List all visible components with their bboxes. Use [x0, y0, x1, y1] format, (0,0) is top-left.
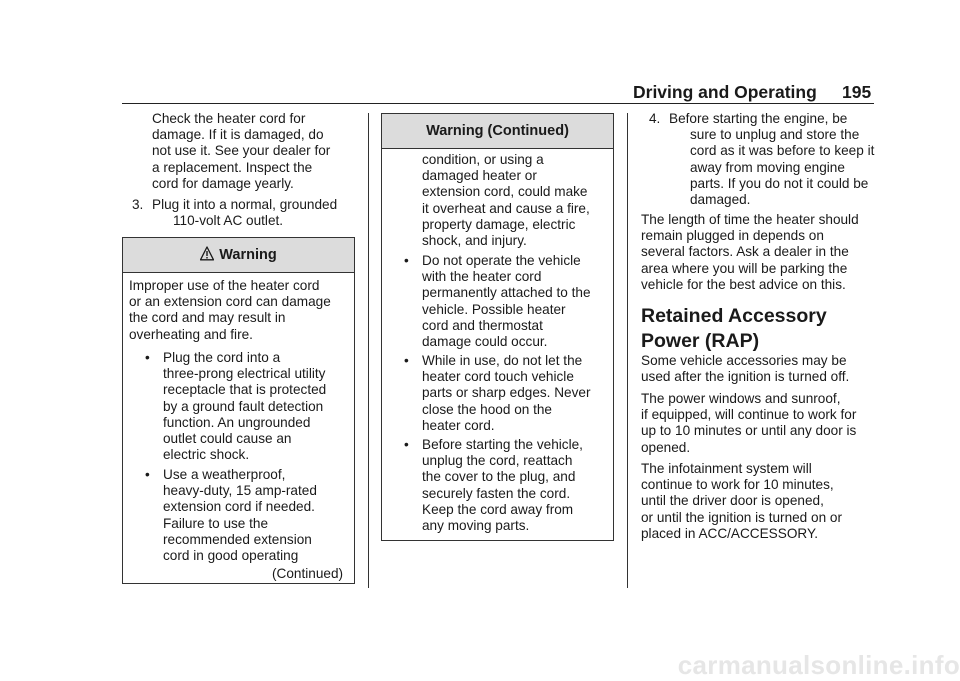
rap-paragraph-1: Some vehicle accessories may be used after the ignition is turned off. [641, 353, 850, 385]
warning-title: Warning [219, 247, 277, 263]
rap-paragraph-2: The power windows and sunroof, if equipped, will continue to work for up to 10 minutes or until any door is opened. [641, 391, 857, 455]
step-4-number: 4. [649, 111, 661, 126]
bullet-item: Plug the cord into a three-prong electrical utility receptacle that is protected by a ground fault detection function. An ungrounded outlet could cause an electric shock. [163, 350, 327, 463]
warning-icon [200, 246, 214, 261]
warning-continued-text: condition, or using a damaged heater or extension cord, could make it overheat and cause a fire, property damage, electric shock, and injury. [422, 152, 590, 249]
bullet-mark: • [404, 253, 409, 268]
intro-paragraph: Check the heater cord for damage. If it is damaged, do not use it. See your dealer for a replacement. Inspect the cord for damage yearly. [152, 111, 331, 191]
bullet-item: Use a weatherproof, heavy-duty, 15 amp-rated extension cord if needed. Failure to use the recommended extension cord in good operating [163, 467, 317, 564]
bullet-mark: • [145, 350, 150, 365]
column-divider [627, 113, 628, 588]
bullet-mark: • [145, 467, 150, 482]
page-number: 195 [842, 82, 872, 102]
section-title: Driving and Operating [633, 82, 817, 102]
section-heading: Retained Accessory Power (RAP) [641, 305, 827, 352]
warning-continued-header: Warning (Continued) [382, 114, 613, 149]
bullet-mark: • [404, 353, 409, 368]
step-3-number: 3. [132, 197, 144, 212]
warning-header [123, 238, 354, 273]
warning-text: Improper use of the heater cord or an extension cord can damage the cord and may result in overheating and fire. [129, 278, 331, 342]
heater-duration-paragraph: The length of time the heater should remain plugged in depends on several factors. Ask a dealer in the area where you will be parking the vehicle for the best advice on this. [641, 212, 859, 292]
header-rule [122, 103, 874, 104]
bullet-item: Before starting the vehicle, unplug the cord, reattach the cover to the plug, and securely fasten the cord. Keep the cord away from any moving parts. [422, 437, 583, 534]
step-3-text: Plug it into a normal, grounded 110-volt AC outlet. [152, 197, 338, 229]
watermark: carmanualsonline.info [677, 650, 960, 680]
rap-paragraph-3: The infotainment system will continue to work for 10 minutes, until the driver door is opened, or until the ignition is turned on or placed in ACC/ACCESSORY. [641, 461, 843, 541]
bullet-item: While in use, do not let the heater cord touch vehicle parts or sharp edges. Never close the hood on the heater cord. [422, 353, 591, 433]
bullet-item: Do not operate the vehicle with the heater cord permanently attached to the vehicle. Possible heater cord and thermostat damage could occur. [422, 253, 591, 350]
bullet-mark: • [404, 437, 409, 452]
step-4-text: Before starting the engine, be sure to unplug and store the cord as it was before to keep it away from moving engine parts. If you do not it could be damaged. [669, 111, 875, 208]
column-divider [368, 113, 369, 588]
continued-label: (Continued) [272, 566, 344, 581]
